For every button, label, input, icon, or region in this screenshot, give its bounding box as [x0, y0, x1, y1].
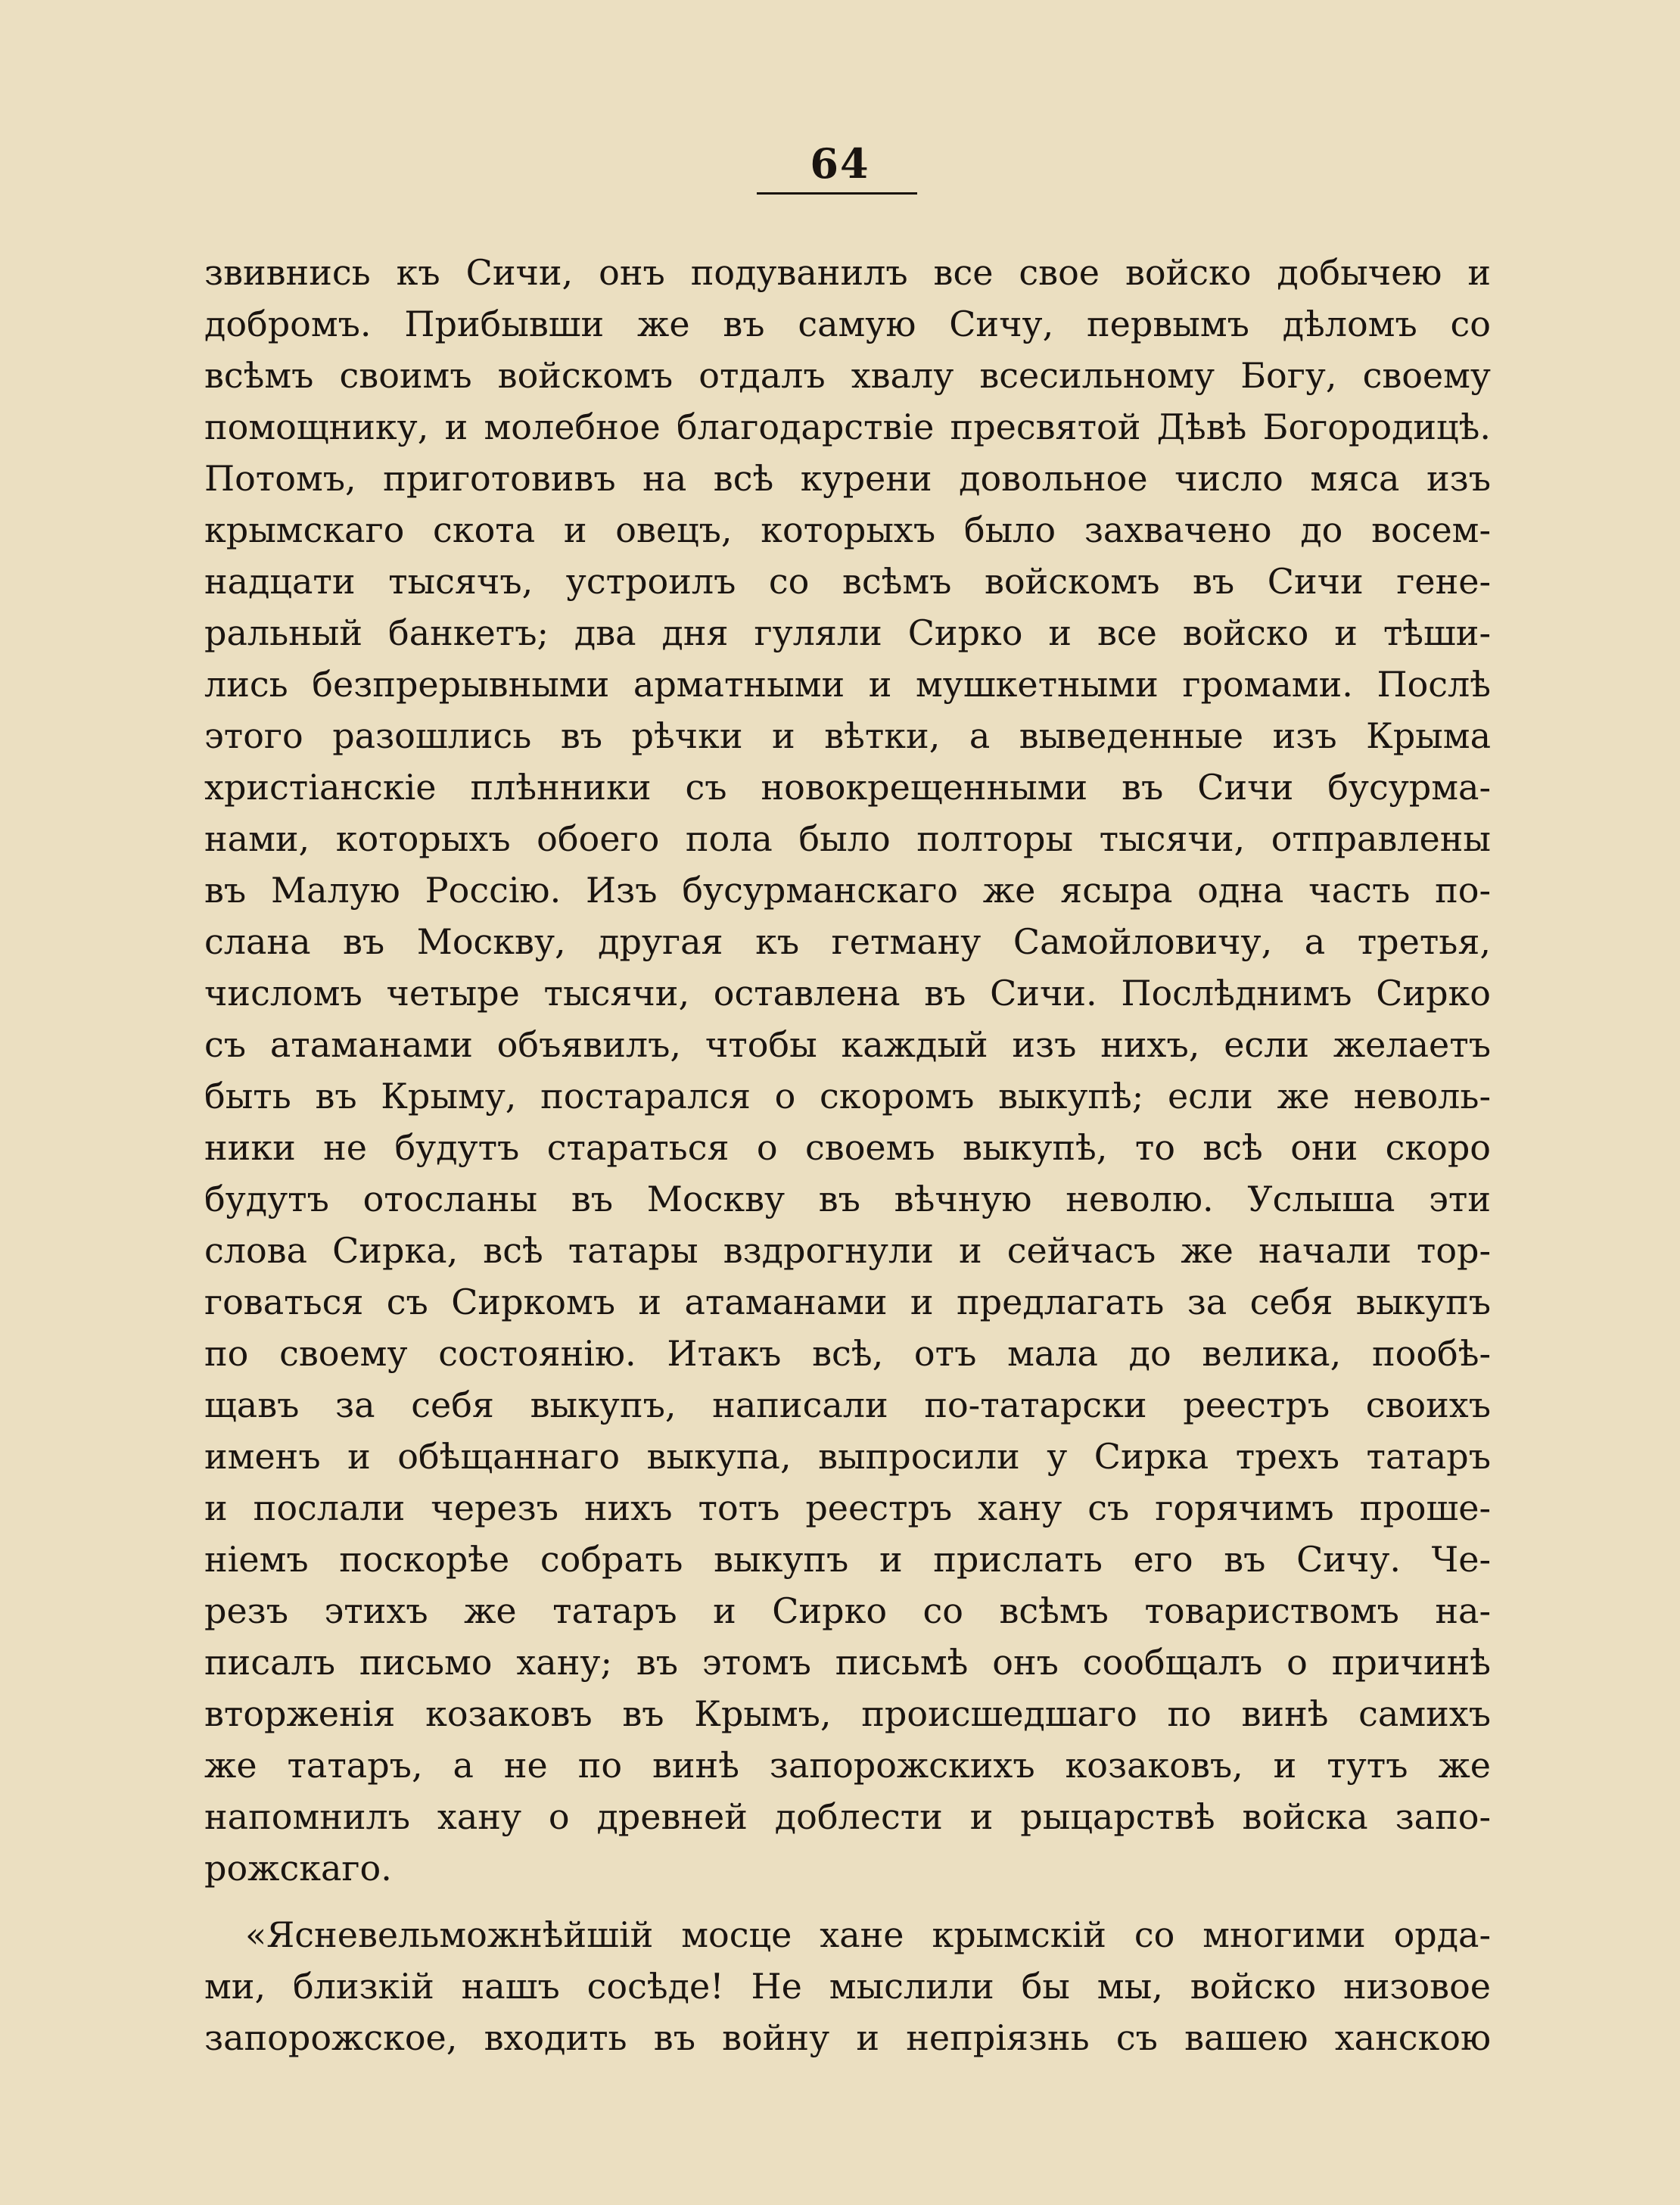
text-line: щавъ за себя выкупъ, написали по-татарски реестръ своихъ: [204, 1384, 1491, 1425]
text-line: по своему состоянію. Итакъ всѣ, отъ мала до велика, пообѣ-: [204, 1333, 1491, 1374]
text-line: ники не будутъ стараться о своемъ выкупѣ, то всѣ они скоро: [204, 1127, 1491, 1168]
text-line: звивнись къ Сичи, онъ подуванилъ все свое войско добычею и: [204, 252, 1491, 293]
paragraph-gap: [204, 1894, 1491, 1909]
text-line: запорожское, входить въ войну и непріязнь съ вашею ханскою: [204, 2017, 1491, 2058]
text-line: лись безпрерывными арматными и мушкетными громами. Послѣ: [204, 664, 1491, 705]
text-line: всѣмъ своимъ войскомъ отдалъ хвалу всесильному Богу, своему: [204, 355, 1491, 396]
text-line: писалъ письмо хану; въ этомъ письмѣ онъ сообщалъ о причинѣ: [204, 1642, 1491, 1683]
text-line: христіанскіе плѣнники съ новокрещенными въ Сичи бусурма-: [204, 767, 1491, 808]
text-line: слова Сирка, всѣ татары вздрогнули и сейчасъ же начали тор-: [204, 1230, 1491, 1271]
text-line: вторженія козаковъ въ Крымъ, происшедшаго по винѣ самихъ: [204, 1693, 1491, 1734]
text-line: добромъ. Прибывши же въ самую Сичу, первымъ дѣломъ со: [204, 304, 1491, 344]
text-line: Потомъ, приготовивъ на всѣ курени довольное число мяса изъ: [204, 458, 1491, 499]
text-line: въ Малую Россію. Изъ бусурманскаго же ясыра одна часть по-: [204, 870, 1491, 911]
text-line: ральный банкетъ; два дня гуляли Сирко и все войско и тѣши-: [204, 612, 1491, 653]
text-line: же татаръ, а не по винѣ запорожскихъ козаковъ, и тутъ же: [204, 1745, 1491, 1786]
text-line: помощнику, и молебное благодарствіе пресвятой Дѣвѣ Богородицѣ.: [204, 406, 1491, 447]
body-text: [204, 247, 1491, 2063]
text-line: резъ этихъ же татаръ и Сирко со всѣмъ товариствомъ на-: [204, 1590, 1491, 1631]
text-line: надцати тысячъ, устроилъ со всѣмъ войскомъ въ Сичи гене-: [204, 561, 1491, 602]
text-line: рожскаго.: [204, 1848, 392, 1889]
text-line: говаться съ Сиркомъ и атаманами и предлагать за себя выкупъ: [204, 1282, 1491, 1322]
text-line: слана въ Москву, другая къ гетману Самойловичу, а третья,: [204, 921, 1491, 962]
text-line: ми, близкій нашъ сосѣде! Не мыслили бы мы, войско низовое: [204, 1966, 1491, 2007]
page-number: 64: [810, 139, 870, 188]
text-line: и послали черезъ нихъ тотъ реестръ хану съ горячимъ проше-: [204, 1487, 1491, 1528]
text-line: съ атаманами объявилъ, чтобы каждый изъ нихъ, если желаетъ: [204, 1024, 1491, 1065]
text-line: ніемъ поскорѣе собрать выкупъ и прислать его въ Сичу. Че-: [204, 1539, 1491, 1580]
text-line: напомнилъ хану о древней доблести и рыцарствѣ войска запо-: [204, 1796, 1491, 1837]
page-number-rule: [757, 192, 917, 195]
paragraph: [204, 1909, 1491, 2063]
text-line: именъ и обѣщаннаго выкупа, выпросили у Сирка трехъ татаръ: [204, 1436, 1491, 1477]
text-line: будутъ отосланы въ Москву въ вѣчную неволю. Услыша эти: [204, 1179, 1491, 1219]
text-line: быть въ Крыму, постарался о скоромъ выкупѣ; если же неволь-: [204, 1076, 1491, 1117]
text-line: этого разошлись въ рѣчки и вѣтки, а выведенные изъ Крыма: [204, 715, 1491, 756]
text-line: числомъ четыре тысячи, оставлена въ Сичи. Послѣднимъ Сирко: [204, 973, 1491, 1014]
paragraph: [204, 247, 1491, 1894]
text-line: нами, которыхъ обоего пола было полторы тысячи, отправлены: [204, 818, 1491, 859]
text-line: «Ясневельможнѣйшій мосце хане крымскій со многими орда-: [245, 1914, 1491, 1955]
text-line: крымскаго скота и овецъ, которыхъ было захвачено до восем-: [204, 509, 1491, 550]
